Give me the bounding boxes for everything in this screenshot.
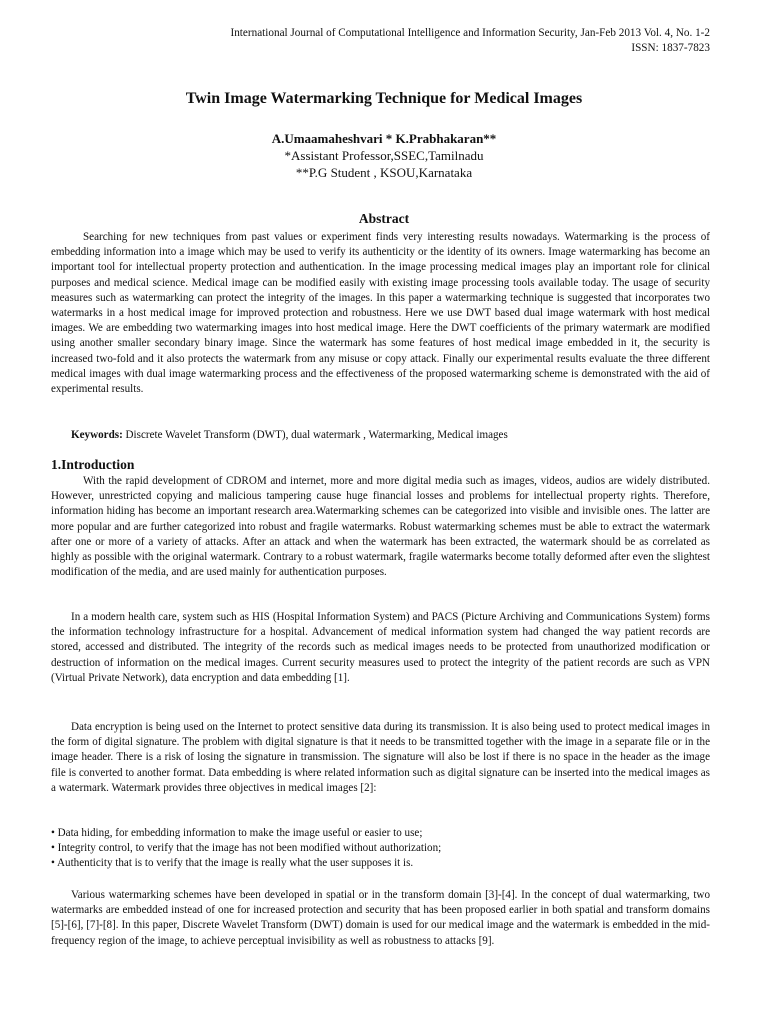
intro-paragraph-4 xyxy=(51,888,710,949)
abstract-heading: Abstract xyxy=(358,211,410,226)
intro-paragraph-1 xyxy=(51,474,710,580)
abstract-text: Searching for new techniques from past values or experiment finds very interesting results nowadays. Watermarking is the process of embedding information into a image which may be used to verify its authenticity or the identity of its owners. Image watermarking has become an important tool for intellectual property protection and authentication. In the image processing medical images play an important role for clinical purposes and medical science. Medical image can be modified easily with existing image processing tools available today. The usage of security measures such as watermarking can protect the integrity of the images. In this paper a watermarking technique is suggested that incorporates two watermarks in a host medical image for improved protection and robustness. Here we use DWT based dual image watermark with host medical images. We are embedding two watermarking images into host medical image. Here the DWT coefficients of the primary watermark are modified using another smaller secondary binary image. Since the watermark has some features of host medical image embedded in it, the security is increased two-fold and it also protects the watermark from any misuse or copy attack. Finally our experimental results evaluate the three different medical images with dual image watermarking process and the effectiveness of the proposed watermarking scheme is demonstrated with the aid of experimental results. xyxy=(51,231,710,396)
paragraph-text: In a modern health care, system such as HIS (Hospital Information System) and PACS (Picture Archiving and Communications System) forms the information technology infrastructure for a hospital. Advancement of medical information system had changed the way patient records are stored, accessed and distributed. The integrity of the records such as medical images needs to be protected from unauthorized modification or destruction of information on the medical images. Current security measures used to protect the integrity of the patient records are such as VPN (Virtual Private Network), data encryption and data embedding [1]. xyxy=(51,611,710,684)
intro-paragraph-3 xyxy=(51,720,710,796)
journal-citation: International Journal of Computational Intelligence and Information Security, Jan-Feb 2013 Vol. 4, No. 1-2 xyxy=(230,27,710,39)
keywords-text: Discrete Wavelet Transform (DWT), dual watermark , Watermarking, Medical images xyxy=(122,429,508,441)
objectives-list xyxy=(51,826,710,872)
author-affiliation-1: *Assistant Professor,SSEC,Tamilnadu xyxy=(284,148,484,163)
paragraph-text: Various watermarking schemes have been developed in spatial or in the transform domain [3]-[4]. In the concept of dual watermarking, two watermarks are embedded instead of one for increased protection and security that has been proposed earlier in both spatial and transform domains [5]-[6], [7]-[8]. In this paper, Discrete Wavelet Transform (DWT) domain is used for our medical image and the watermark is embedded in the mid-frequency region of the image, to achieve perceptual invisibility as well as robustness to attacks [9]. xyxy=(51,889,710,947)
keywords-section xyxy=(51,428,710,443)
author-names: A.Umaamaheshvari * K.Prabhakaran** xyxy=(271,131,497,146)
paragraph-text: With the rapid development of CDROM and internet, more and more digital media such as images, videos, audios are widely distributed. However, unrestricted copying and malicious tampering cause huge financial losses and problems for intellectual property rights. Therefore, information hiding has become an important research area.Watermarking schemes can be categorized into visible and invisible ones. The latter are more popular and are further categorized into robust and fragile watermarks. Robust watermarking schemes must be able to extract the watermark after one or more of a variety of attacks. After an attack and when the watermark has been extracted, the watermark should be as correlated as highly as possible with the original watermark. Contrary to a robust watermark, fragile watermarks become totally deformed after even the slightest modification of the media, and are used mainly for authentication purposes. xyxy=(51,475,710,579)
keywords-line xyxy=(51,428,710,443)
list-item: • Data hiding, for embedding information to make the image useful or easier to use; xyxy=(51,827,423,839)
abstract-section xyxy=(51,230,710,397)
journal-issn: ISSN: 1837-7823 xyxy=(631,42,710,54)
journal-header xyxy=(230,26,710,56)
paragraph-text: Data encryption is being used on the Internet to protect sensitive data during its transmission. It is also being used to protect medical images in the form of digital signature. The problem with digital signature is that it needs to be transmitted together with the image in a separate file or in the image header. There is a risk of losing the signature in transmission. The signature will also be lost if there is no space in the header as the image file is converted to another format. Data embedding is where related information such as digital signature can be inserted into the medical images as a watermark. Watermark provides three objectives in medical images [2]: xyxy=(51,721,710,794)
intro-paragraph-2 xyxy=(51,610,710,686)
keywords-label: Keywords: xyxy=(71,429,123,441)
author-block xyxy=(0,130,768,181)
list-item: • Authenticity that is to verify that the image is really what the user supposes it is. xyxy=(51,857,414,870)
list-item: • Integrity control, to verify that the image has not been modified without authorization; xyxy=(51,842,442,855)
introduction-heading: 1.Introduction xyxy=(51,457,135,472)
paper-title: Twin Image Watermarking Technique for Medical Images xyxy=(185,90,583,107)
author-affiliation-2: **P.G Student , KSOU,Karnataka xyxy=(295,165,473,180)
